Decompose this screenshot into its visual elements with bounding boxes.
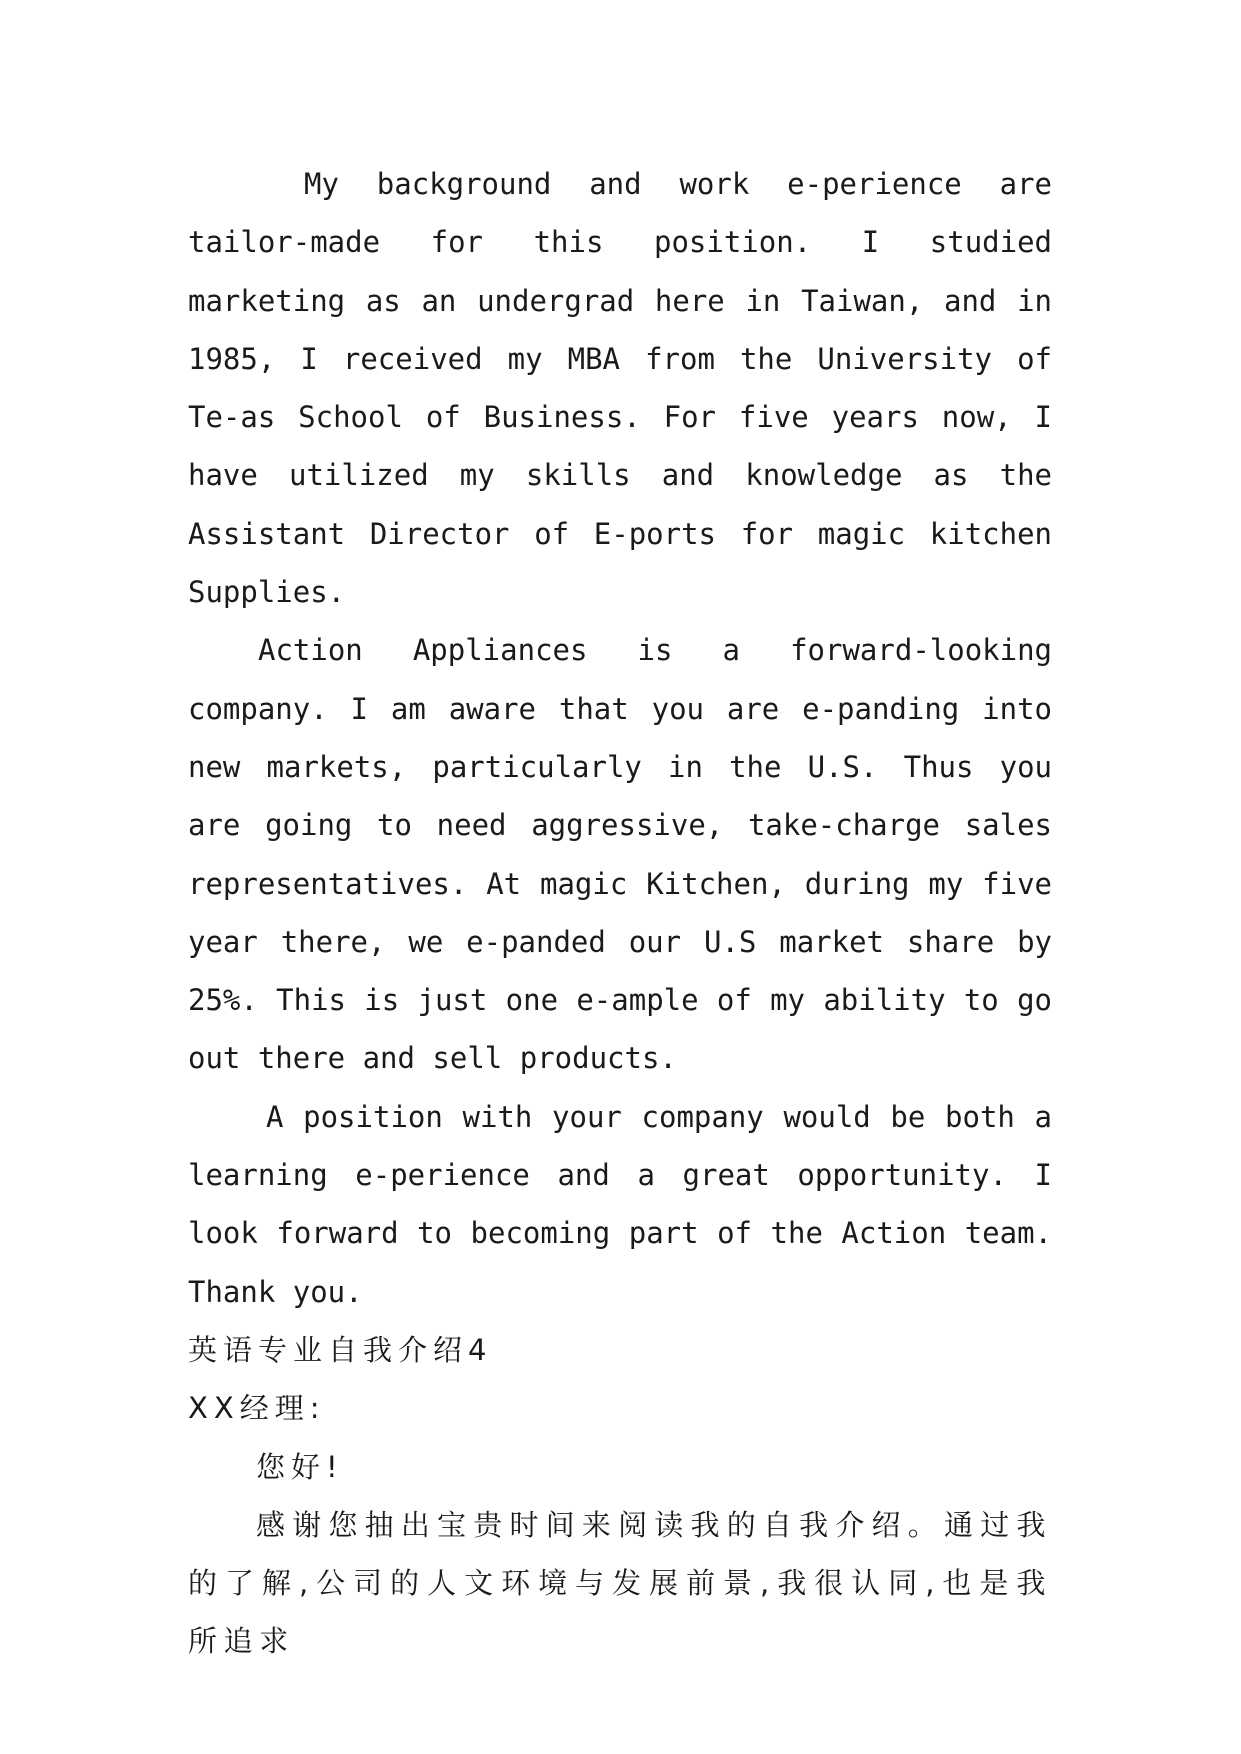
greeting: 您好! bbox=[256, 1449, 344, 1484]
paragraph-company: Action Appliances is a forward-looking company. I am aware that you are e-panding into new markets, particularly in the U.S. Thus you are going to need aggressive, take-charge sales representatives. At magic Kitchen, during my five year there, we e-panded our U.S market share by 25%. This is just one e-ample of my ability to go out there and sell products. bbox=[188, 633, 1052, 1076]
section-heading: 英语专业自我介绍4 bbox=[188, 1332, 493, 1367]
document-page bbox=[188, 155, 1052, 1671]
paragraph-cn-body: 感谢您抽出宝贵时间来阅读我的自我介绍。通过我的了解,公司的人文环境与发展前景,我很认同,也是我所追求 bbox=[188, 1507, 1052, 1659]
paragraph-background: My background and work e-perience are tailor-made for this position. I studied marketing as an undergrad here in Taiwan, and in 1985, I received my MBA from the University of Te-as School of Business. For five years now, I have utilized my skills and knowledge as the Assistant Director of E-ports for magic kitchen Supplies. bbox=[188, 167, 1052, 610]
paragraph-closing: A position with your company would be both a learning e-perience and a great opportunity. I look forward to becoming part of the Action team. Thank you. bbox=[188, 1099, 1052, 1309]
salutation: XX经理: bbox=[188, 1391, 326, 1426]
